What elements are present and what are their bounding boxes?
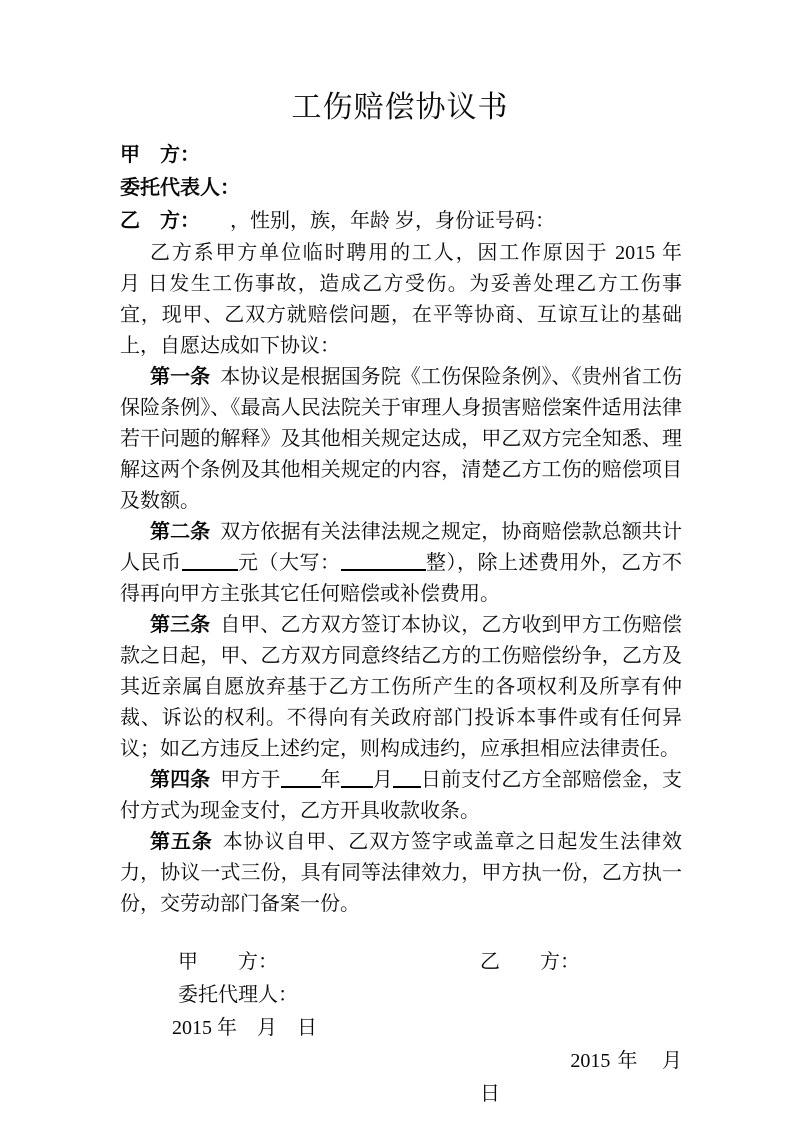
- clause-5-heading: 第五条: [150, 831, 213, 853]
- fill-in-blank: [341, 772, 373, 788]
- clause-4-text: 甲方于: [220, 769, 281, 791]
- party-b-date-cell: [480, 1012, 703, 1123]
- page-title: 工伤赔偿协议书: [291, 91, 509, 124]
- signature-section: [120, 946, 703, 1123]
- agent-signature-label: 委托代理人：: [178, 984, 298, 1006]
- fill-in-blank: [182, 555, 238, 571]
- party-a-line: [120, 139, 682, 172]
- clause-5-text: 本协议自甲、乙双方签字或盖章之日起发生法律效力，协议一式三份，具有同等法律效力，甲方执一份，乙方执一份，交劳动部门备案一份。: [120, 831, 682, 915]
- parties-section: [120, 139, 682, 238]
- clause-4-paragraph: [120, 765, 682, 827]
- party-b-date: 2015 年 月 日: [480, 1050, 703, 1105]
- clause-4-text: 月: [372, 769, 393, 791]
- party-b-value: ，性别，族，年龄 岁，身份证号码：: [190, 210, 555, 232]
- party-b-label: 乙 方：: [120, 210, 190, 232]
- clause-4-heading: 第四条: [150, 769, 211, 791]
- fill-in-blank: [341, 555, 426, 571]
- signature-row-agent-spacer: [480, 979, 682, 1012]
- clause-3-text: 自甲、乙方双方签订本协议，乙方收到甲方工伤赔偿款之日起，甲、乙方双方同意终结乙方的工伤赔偿纷争，乙方及其近亲属自愿放弃基于乙方工伤所产生的各项权利及所享有仲裁、诉讼的权利。不得向有关政府部门投诉本事件或有任何异议；如乙方违反上述约定，则构成违约，应承担相应法律责任。: [120, 614, 683, 760]
- party-a-label: 甲 方：: [120, 144, 200, 166]
- clause-1-text: 本协议是根据国务院《工伤保险条例》、《贵州省工伤保险条例》、《最高人民法院关于审理人身损害赔偿案件适用法律若干问题的解释》及其他相关规定达成，甲乙双方完全知悉、理解这两个条例及其他相关规定的内容，清楚乙方工伤的赔偿项目及数额。: [120, 366, 683, 512]
- clause-1-heading: 第一条: [150, 366, 211, 388]
- party-a-signature-label: 甲 方：: [178, 951, 278, 973]
- clause-2-paragraph: [120, 517, 682, 610]
- party-b-signature-label: 乙 方：: [480, 951, 580, 973]
- party-a-date: 2015 年 月 日: [172, 1017, 317, 1039]
- clause-3-paragraph: [120, 610, 682, 765]
- party-a-representative-line: [120, 172, 682, 205]
- clauses-section: [120, 238, 707, 920]
- party-b-line: [120, 205, 682, 238]
- clause-5-paragraph: [120, 827, 682, 920]
- clause-4-text: 年: [320, 769, 341, 791]
- signature-row-agent: [120, 979, 682, 1012]
- clause-1-paragraph: [120, 362, 682, 517]
- clause-2-text: 双方依据有关法律法规之规定，协商赔偿款总额共计人民币: [120, 521, 683, 574]
- document-body: [120, 139, 707, 1123]
- party-a-representative-label: 委托代表人：: [120, 177, 240, 199]
- clause-2-text: 元（大写：: [237, 552, 341, 574]
- clause-4-text: 日前支付乙方全部赔偿金，支付方式为现金支付，乙方开具收款收条。: [120, 769, 683, 822]
- clause-2-text: 整），除上述费用外，乙方不得再向甲方主张其它任何赔偿或补偿费用。: [120, 552, 682, 605]
- clause-2-heading: 第二条: [150, 521, 211, 543]
- preamble-paragraph: [120, 238, 707, 362]
- signature-row-dates: [120, 1012, 703, 1123]
- fill-in-blank: [393, 772, 421, 788]
- preamble-text: 乙方系甲方单位临时聘用的工人，因工作原因于 2015 年 月 日发生工伤事故，造成乙方受伤。为妥善处理乙方工伤事宜，现甲、乙双方就赔偿问题，在平等协商、互谅互让的基础上，自愿达成如下协议：: [120, 242, 707, 357]
- signature-row-parties: [120, 946, 682, 979]
- fill-in-blank: [281, 772, 321, 788]
- clause-3-heading: 第三条: [150, 614, 211, 636]
